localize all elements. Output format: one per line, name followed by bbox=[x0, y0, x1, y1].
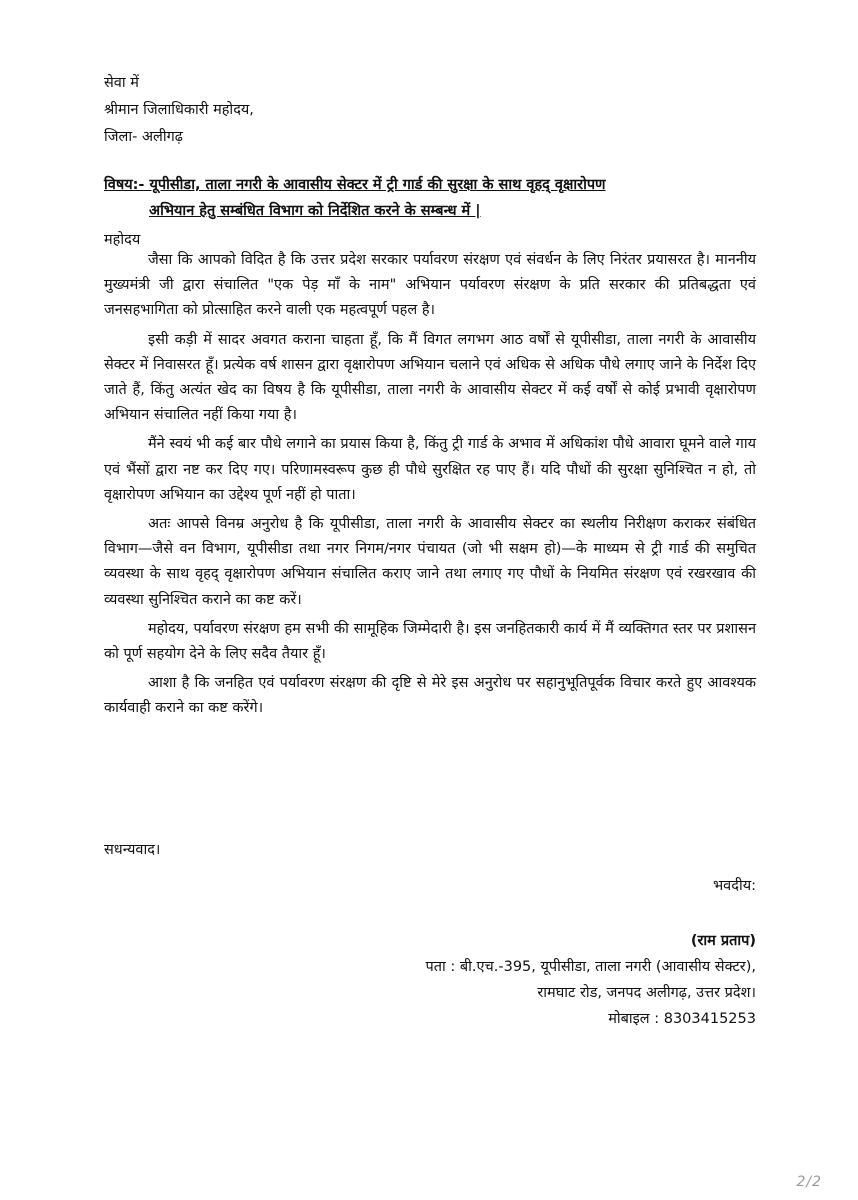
signoff: भवदीय: bbox=[712, 878, 756, 894]
recipient-line-1: सेवा में bbox=[104, 75, 139, 91]
closing-thanks: सधन्यवाद। bbox=[104, 842, 161, 858]
sender-address-line-1: पता : बी.एच.-395, यूपीसीडा, ताला नगरी (आवासीय सेक्टर), bbox=[425, 959, 756, 975]
letter-body bbox=[104, 248, 756, 726]
page-number: 2/2 bbox=[796, 1174, 822, 1190]
salutation: महोदय bbox=[104, 232, 141, 248]
paragraph-3: मैंने स्वयं भी कई बार पौधे लगाने का प्रयास किया है, किंतु ट्री गार्ड के अभाव में अधिकांश पौधे आवारा घूमने वाले गाय एवं भैंसों द्वारा नष्ट कर दिए गए। परिणामस्वरूप कुछ ही पौधे सुरक्षित रह पाए हैं। यदि पौधों की सुरक्षा सुनिश्चित न हो, तो वृक्षारोपण अभियान का उद्देश्य पूर्ण नहीं हो पाता। bbox=[104, 436, 756, 503]
recipient-line-2: श्रीमान जिलाधिकारी महोदय, bbox=[104, 102, 254, 118]
sender-name: (राम प्रताप) bbox=[690, 933, 756, 949]
paragraph-5: महोदय, पर्यावरण संरक्षण हम सभी की सामूहिक जिम्मेदारी है। इस जनहितकारी कार्य में मैं व्यक्तिगत स्तर पर प्रशासन को पूर्ण सहयोग देने के लिए सदैव तैयार हूँ। bbox=[104, 620, 756, 663]
paragraph-4: अतः आपसे विनम्र अनुरोध है कि यूपीसीडा, ताला नगरी के आवासीय सेक्टर का स्थलीय निरीक्षण कराकर संबंधित विभाग—जैसे वन विभाग, यूपीसीडा तथा नगर निगम/नगर पंचायत (जो भी सक्षम हो)—के माध्यम से ट्री गार्ड की समुचित व्यवस्था के साथ वृहद् वृक्षारोपण अभियान संचालित कराए जाने तथा लगाए गए पौधों के नियमित संरक्षण एवं रखरखाव की व्यवस्था सुनिश्चित कराने का कष्ट करें। bbox=[104, 516, 756, 608]
sender-address-line-2: रामघाट रोड, जनपद अलीगढ़, उत्तर प्रदेश। bbox=[537, 985, 756, 1001]
subject-line-2: अभियान हेतु सम्बंधित विभाग को निर्देशित करने के सम्बन्ध में | bbox=[149, 203, 481, 219]
sender-mobile: मोबाइल : 8303415253 bbox=[608, 1011, 756, 1027]
subject-heading bbox=[104, 172, 756, 224]
paragraph-6: आशा है कि जनहित एवं पर्यावरण संरक्षण की दृष्टि से मेरे इस अनुरोध पर सहानुभूतिपूर्वक विचार करते हुए आवश्यक कार्यवाही कराने का कष्ट करेंगे। bbox=[104, 675, 756, 717]
recipient-line-3: जिला- अलीगढ़ bbox=[104, 129, 183, 145]
paragraph-2: इसी कड़ी में सादर अवगत कराना चाहता हूँ, कि मैं विगत लगभग आठ वर्षों से यूपीसीडा, ताला नगरी के आवासीय सेक्टर में निवासरत हूँ। प्रत्येक वर्ष शासन द्वारा वृक्षारोपण अभियान चलाने एवं अधिक से अधिक पौधे लगाए जाने के निर्देश दिए जाते हैं, किंतु अत्यंत खेद का विषय है कि यूपीसीडा, ताला नगरी के आवासीय सेक्टर में कई वर्षों से कोई प्रभावी वृक्षारोपण अभियान संचालित नहीं किया गया है। bbox=[104, 331, 756, 424]
subject-line-1: विषय:- यूपीसीडा, ताला नगरी के आवासीय सेक्टर में ट्री गार्ड की सुरक्षा के साथ वृहद् वृक्षारोपण bbox=[104, 177, 606, 193]
paragraph-1: जैसा कि आपको विदित है कि उत्तर प्रदेश सरकार पर्यावरण संरक्षण एवं संवर्धन के लिए निरंतर प्रयासरत है। माननीय मुख्यमंत्री जी द्वारा संचालित "एक पेड़ माँ के नाम" अभियान पर्यावरण संरक्षण के प्रति सरकार की प्रतिबद्धता एवं जनसहभागिता को प्रोत्साहित करने वाली एक महत्वपूर्ण पहल है। bbox=[104, 252, 756, 319]
sender-block bbox=[426, 928, 756, 1032]
recipient-address bbox=[104, 70, 254, 151]
